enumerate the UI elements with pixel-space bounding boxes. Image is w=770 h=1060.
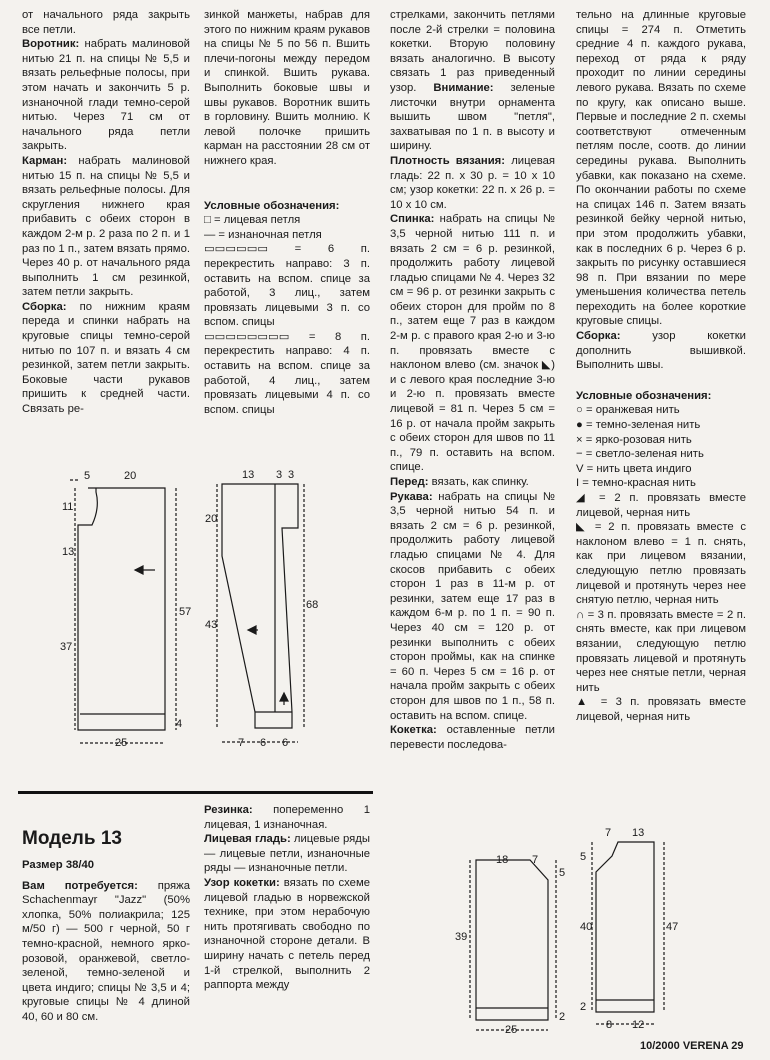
paragraph-yoke-pattern: Узор кокетки: вязать по схеме лицевой гладью в норвежской технике, при этом нерабочую нить протягивать свободно по изнаночной стороне детали. В ширину начать с петель перед 1-й стрелкой, выполнить 2 раппорта между <box>204 876 371 992</box>
paragraph-yoke: Кокетка: оставленные петли перевести последова- <box>390 724 555 751</box>
dim-label: 7 <box>532 854 539 866</box>
legend-item: ∩ = 3 п. провязать вместе = 2 п. снять вместе, как при лицевом вязании, следующую петлю провязать лицевой и протянуть через нее снятые петли, черная нить <box>576 608 746 694</box>
paragraph: от начального ряда закрыть все петли. <box>22 9 190 36</box>
diagram-sleeve <box>217 484 304 742</box>
legend-item: I = темно-красная нить <box>576 477 696 490</box>
paragraph-front: Перед: вязать, как спинку. <box>390 476 529 488</box>
paragraph: зинкой манжеты, набрав для этого по нижним краям рукавов на спицы № 5 по 56 п. Вшить плечи-погоны между передом и спинкой. Вшить рукава. Выполнить боковые швы и швы рукавов. Воротник вшить в горловину. Вшить молнию. К левой полочке пришить карман на расстоянии 28 см от нижнего края. <box>204 9 370 167</box>
paragraph: стрелками, закончить петлями после 2-й стрелки = половина кокетки. Вторую половину вязать аналогично. В высоту связать 1 раз приведенный узор. Внимание: зеленые листочки внутри орнамента вышить швом "петля", захватывая по 1 п. в высоту и ширину. <box>390 9 555 153</box>
dim-label: 8 <box>606 1019 613 1031</box>
legend-item: ▭▭▭▭▭▭▭▭ = 8 п. перекрестить направо: 4 п. оставить на вспом. спице за работой, 4 лиц., затем провязать лицевыми 4 п. со вспом. спицы <box>204 330 370 416</box>
dim-label: 2 <box>559 1011 566 1023</box>
dim-label: 47 <box>666 921 679 933</box>
paragraph-assembly: Сборка: по нижним краям переда и спинки набрать на круговые спицы темно-серой нитью по 107 п. и вязать 4 см резинкой, затем петли закрыть. Боковые части рукавов пришить к средней части. Связать ре- <box>22 300 190 416</box>
dim-label: 6 <box>260 737 267 749</box>
dim-label: 5 <box>559 867 566 879</box>
legend-title: Условные обозначения: <box>576 389 712 402</box>
legend-item: ▲ = 3 п. провязать вместе лицевой, черная нить <box>576 696 746 723</box>
dim-label: 4 <box>176 718 183 730</box>
paragraph-sleeves: Рукава: набрать на спицы № 3,5 черной нитью 54 п. и вязать 2 см = 6 р. резинкой, продолжить работу лицевой гладью спицами № 4. Для скосов прибавить с обеих сторон 1 раз в 11-м р. от резинки, затем еще 17 раз в каждом 6-м р. по 1 п. = 90 п. Через 40 см = 120 р. от резинки выполнить с обеих сторон проймы, как на спинке = 60 п. Через 5 см = 16 р. от начала пройм закрыть с обеих сторон для швов по 1 п., 58 п. оставить на вспом. спице. <box>390 490 555 722</box>
dim-label: 20 <box>124 470 137 482</box>
dim-label: 2 <box>580 1001 587 1013</box>
paragraph-back: Спинка: набрать на спицы № 3,5 черной нитью 111 п. и вязать 2 см = 6 р. резинкой, продолжить работу лицевой гладью спицами № 4. Через 32 см = 96 р. от резинки закрыть с обеих сторон для пройм по 8 п., затем еще 7 раз в каждом 2-м р. с правого края 2-ю и 3-ю п. провязать вместе с наклоном влево (см. значок ◣) и с левого края последние 3-ю и 2-ю п. провязать вместе лицевой = 81 п. Через 5 см = 16 р. от начала пройм закрыть с обеих сторон для швов по 11 п., 79 п. оставить на вспом. спице. <box>390 213 555 474</box>
paragraph-collar: Воротник: набрать малиновой нитью 21 п. на спицы № 5,5 и вязать рельефные полосы, при этом начать и закончить 5 р. изнаночной глади темно-серой нитью. Через 71 см от начального ряда петли закрыть. <box>22 38 190 153</box>
legend-item: × = ярко-розовая нить <box>576 433 692 446</box>
paragraph-assembly: Сборка: узор кокетки дополнить вышивкой. Выполнить швы. <box>576 330 746 372</box>
legend-item: V = нить цвета индиго <box>576 462 692 475</box>
dim-label: 25 <box>115 737 128 749</box>
dim-label: 3 <box>288 469 295 481</box>
dim-label: 3 <box>276 469 283 481</box>
dim-label: 40 <box>580 921 593 933</box>
diagram-body-piece <box>70 480 176 743</box>
legend-item: ▭▭▭▭▭▭ = 6 п. перекрестить направо: 3 п. оставить на вспом. спице за работой, 3 лиц., затем провязать лицевыми 3 п. со вспом. спицы <box>204 243 370 329</box>
page-footer: 10/2000 VERENA 29 <box>640 1040 744 1052</box>
dim-label: 13 <box>62 546 75 558</box>
dim-label: 7 <box>605 827 612 839</box>
dim-label: 25 <box>505 1024 518 1036</box>
dim-label: 39 <box>455 931 468 943</box>
legend-item: ◢ = 2 п. провязать вместе лицевой, черная нить <box>576 492 746 519</box>
model-size: Размер 38/40 <box>22 859 95 871</box>
dim-label: 57 <box>179 606 192 618</box>
paragraph-rib: Резинка: попеременно 1 лицевая, 1 изнаночная. <box>204 804 370 831</box>
dim-label: 18 <box>496 854 509 866</box>
paragraph-pocket: Карман: набрать малиновой нитью 15 п. на спицы № 5,5 и вязать рельефные полосы. Для скругления нижнего края прибавить с обеих сторон в каждом 2-м р. 2 раза по 2 п. и 1 раз по 1 п., затем вязать прямо. Через 40 р. от начального ряда выполнить 1 см резинкой, затем петли закрыть. <box>22 154 190 299</box>
diagram-sleeve-2 <box>592 842 664 1024</box>
dim-label: 68 <box>306 599 319 611</box>
legend-item: ● = темно-зеленая нить <box>576 419 701 432</box>
diagram-body-piece-2 <box>470 860 556 1030</box>
paragraph-stockinette: Лицевая гладь: лицевые ряды — лицевые петли, изнаночные ряды — изнаночные петли. <box>204 833 370 875</box>
dim-label: 11 <box>62 501 74 513</box>
dim-label: 7 <box>238 737 245 749</box>
legend-item: ◣ = 2 п. провязать вместе с наклоном влево = 1 п. снять, как при лицевом вязании, следующую петлю провязать лицевой и протянуть через нее снятую петлю, черная нить <box>576 521 746 607</box>
dim-label: 20 <box>205 513 218 525</box>
dim-label: 13 <box>242 469 255 481</box>
paragraph: тельно на длинные круговые спицы = 274 п. Отметить средние 4 п. каждого рукава, переход от ряда к ряду проходит по линии середины левого рукава. Вязать по схеме по кругу, как описано выше. Первые и последние 2 п. схемы соответствуют отмеченным петлям после, соотв. до линии середины рукава. Выполнить убавки, как показано на схеме. По окончании работы по схеме на спицах 146 п. Затем вязать резинкой бейку черной нитью, при этом продолжить убавки, как в последних 6 р. Через 6 р. закрыть по рисунку оставшиеся 98 п. При вязании по мере уменьшения количества петель переходить на более короткие круговые спицы. <box>576 9 746 328</box>
dim-label: 6 <box>282 737 289 749</box>
legend-item: □ = лицевая петля <box>204 214 301 227</box>
legend-item: − = светло-зеленая нить <box>576 448 704 461</box>
materials-paragraph: Вам потребуется: пряжа Schachenmayr "Jazz" (50% хлопка, 50% полиакрила; 125 м/50 г) — 500 г черной, 50 г темно-красной, немного ярко-розовой, оранжевой, светло-зеленой, темно-зеленой и цвета индиго; спицы № 3,5 и 4; круговые спицы № 4 длиной 40, 60 и 80 см. <box>22 879 190 1023</box>
legend-item: ○ = оранжевая нить <box>576 404 680 417</box>
paragraph-density: Плотность вязания: лицевая гладь: 22 п. х 30 р. = 10 х 10 см; узор кокетки: 22 п. х 26 р. = 10 х 10 см. <box>390 154 555 211</box>
legend-item: — = изнаночная петля <box>204 228 322 241</box>
dim-label: 43 <box>205 619 218 631</box>
dim-label: 13 <box>632 827 645 839</box>
dim-label: 5 <box>84 470 91 482</box>
model-title: Модель 13 <box>22 828 122 849</box>
dim-label: 37 <box>60 641 73 653</box>
legend-title: Условные обозначения: <box>204 199 340 212</box>
dim-label: 12 <box>632 1019 645 1031</box>
dim-label: 5 <box>580 851 587 863</box>
